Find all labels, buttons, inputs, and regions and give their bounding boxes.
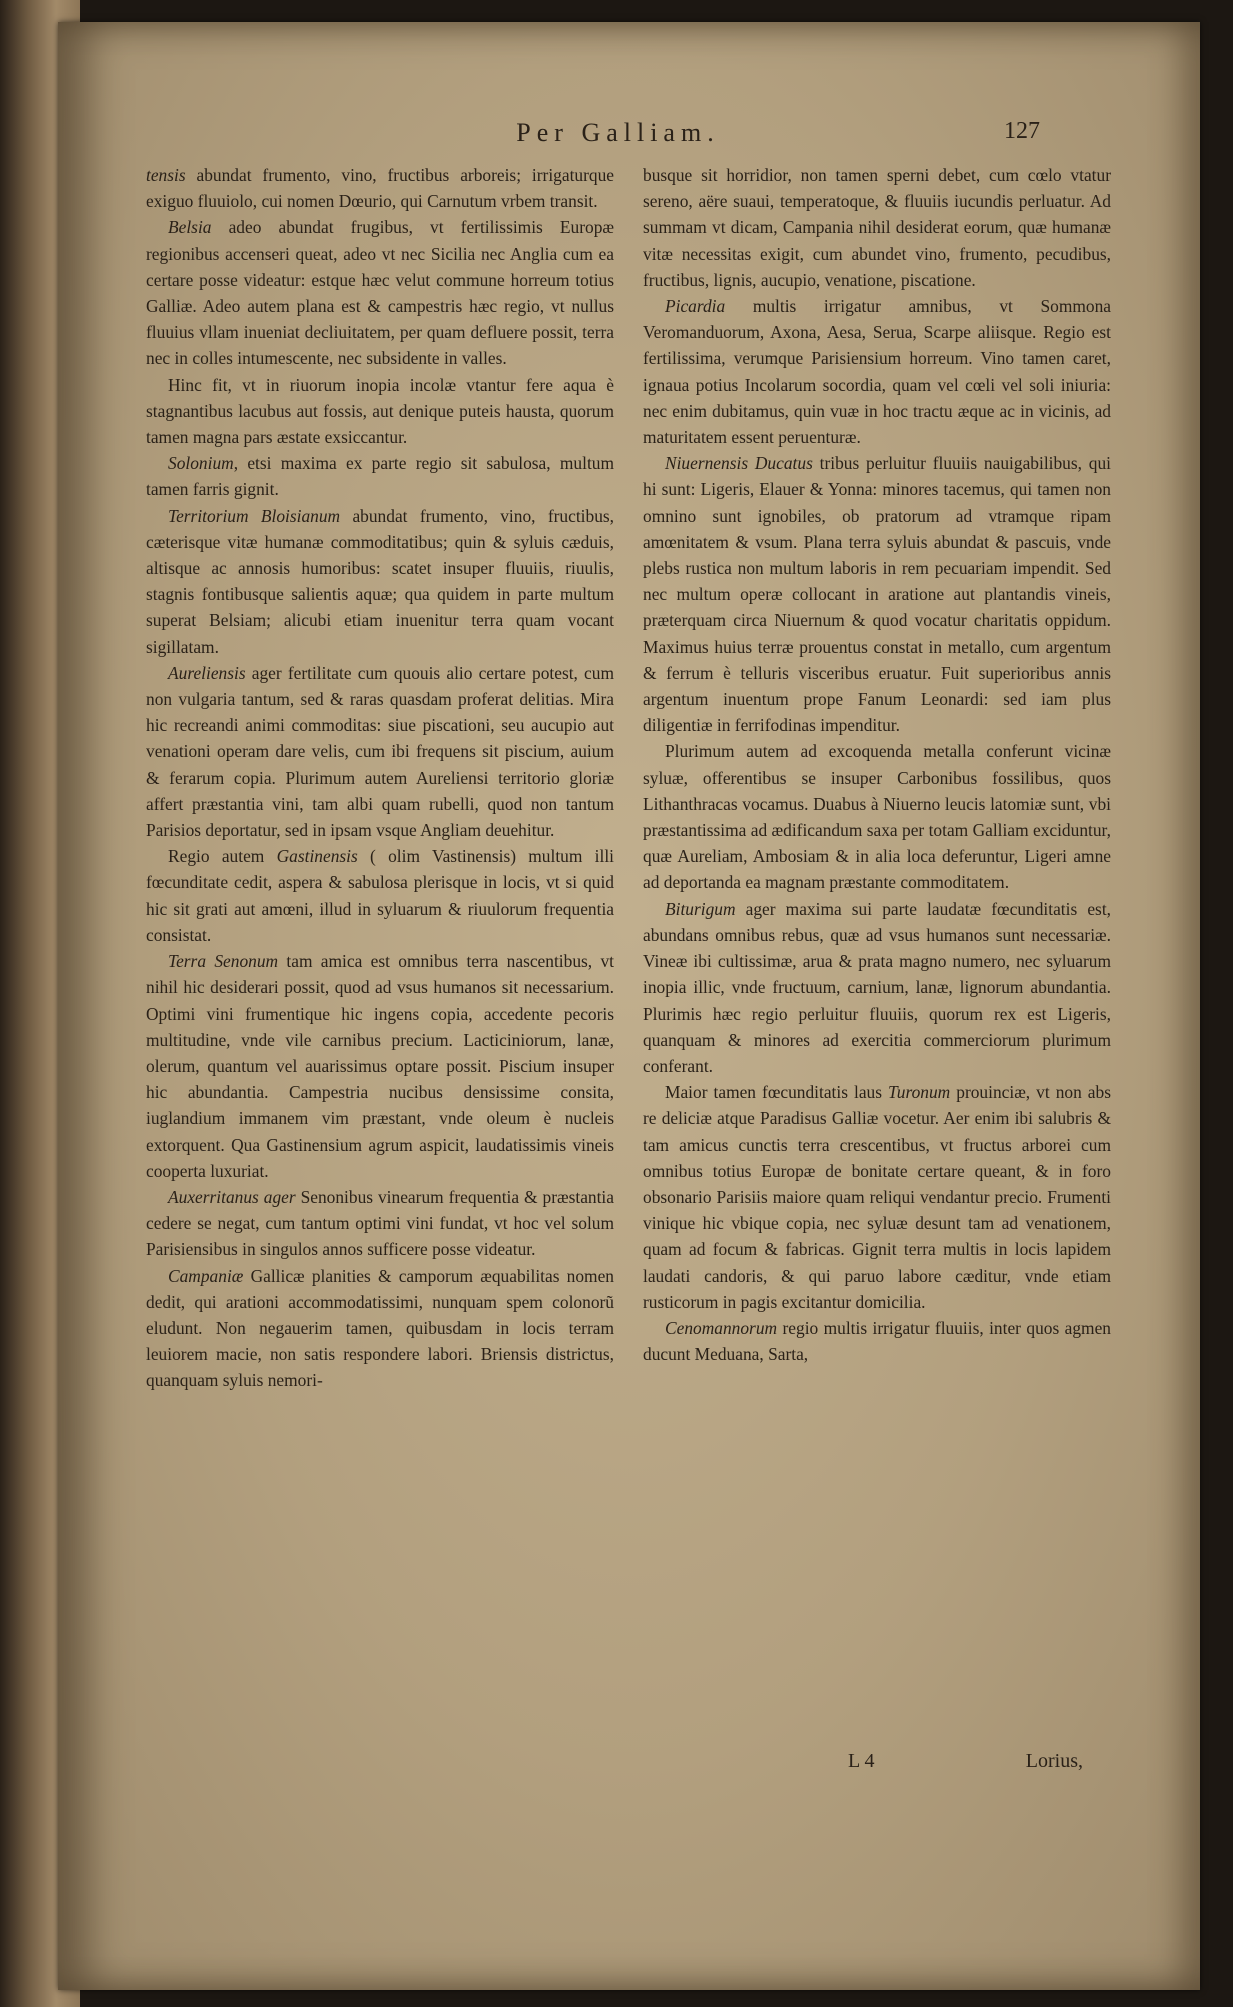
signature-mark: L 4 (848, 1750, 875, 1772)
paragraph-text: adeo abundat frugibus, vt fertilissimis Europæ regionibus accenseri queat, adeo vt nec Sicilia nec Anglia cum ea certare posse videatur: estque hæc velut commune horreum totius Galliæ. Adeo autem plana est & campestris hæc regio, vt nullus fluuius vllam inueniat decliuitatem, per quam defluere possit, terra nec in colles intumescente, nec subsidente in valles. (146, 217, 614, 369)
region-name: tensis (146, 165, 186, 185)
region-name: Biturigum (665, 898, 736, 919)
page (58, 22, 1200, 1990)
region-name: Gastinensis (276, 846, 358, 867)
paragraph-text: Plurimum autem ad excoquenda metalla conferunt vicinæ syluæ, offerentibus se insuper Carbonibus fossilibus, quos Lithanthracas vocamus. Duabus à Niuerno leucis latomiæ sunt, vbi præstantissima ad ædificandum saxa per totam Galliam exciduntur, quæ Aureliam, Ambosiam & in alia loca deferuntur, Ligeri amne ad deportanda ea magnam præstante commoditatem. (643, 741, 1111, 893)
paragraph (643, 450, 1111, 738)
region-name: Solonium (168, 453, 234, 474)
paragraph-text: Hinc fit, vt in riuorum inopia incolæ vtantur fere aqua è stagnantibus lacubus aut fossis, aut denique puteis hausta, quorum tamen magna pars æstate exsiccantur. (146, 374, 614, 448)
region-name: Campaniæ (168, 1265, 244, 1286)
paragraph-text: regio multis irrigatur fluuiis, inter quos agmen ducunt Meduana, Sarta, (643, 1317, 1111, 1365)
paragraph-text: Gallicæ planities & camporum æquabilitas nomen dedit, qui arationi accommodatissimi, nunquam spem colonorũ eludunt. Non negauerim tamen, quibusdam in locis terram leuiorem macie, non satis respondere labori. Briensis districtus, quanquam syluis nemori- (146, 1265, 614, 1391)
paragraph (146, 372, 614, 451)
paragraph-text: ( olim Vastinensis) multum illi fœcunditate cedit, aspera & sabulosa plerisque in locis, vt si quid hic sit grati aut amœni, illud in syluarum & riuulorum frequentia consistat. (146, 846, 614, 945)
region-name: Cenomannorum (665, 1317, 778, 1338)
paragraph-text: tam amica est omnibus terra nascentibus, vt nihil hic desiderari possit, quod ad vsus humanos sit necessarium. Optimi vini frumentique hic ingens copia, accedente pecoris multitudine, vnde vile carnibus precium. Lacticiniorum, lanæ, olerum, quantum vel auarissimus optare possit. Piscium insuper hic abundantia. Campestria nucibus densissime consita, iuglandium immanem vim præstant, vnde oleum è nucleis extorquent. Qua Gastinensium agrum aspicit, laudatissimis vineis cooperta luxuriat. (146, 951, 614, 1181)
region-name: Niuernensis Ducatus (665, 453, 813, 474)
paragraph-text: tribus perluitur fluuiis nauigabilibus, qui hi sunt: Ligeris, Elauer & Yonna: minores tacemus, qui tamen non omnino sunt ignobiles, ob pratorum ad vtramque ripam amœnitatem & vsum. Plana terra syluis abundat & pascuis, vnde plebs rustica non multum laboris in rem pecuariam impendit. Sed nec multum operæ collocant in aratione aut plantandis vineis, præterquam circa Niuernum & quod vocatur charitatis oppidum. Maximus huius terræ prouentus constat in metallo, cum argentum & ferrum è telluris visceribus eruatur. Fuit superioribus annis argentum inuentum prope Fanum Leonardi: sed iam plus diligentiæ in ferrifodinas impenditur. (643, 453, 1111, 736)
paragraph (146, 660, 614, 843)
paragraph (643, 896, 1111, 1079)
paragraph (146, 1263, 614, 1394)
region-name: Aureliensis (168, 662, 246, 683)
region-name: Picardia (665, 296, 726, 317)
paragraph (146, 450, 614, 502)
paragraph-text: ager maxima sui parte laudatæ fœcunditatis est, abundans omnibus rebus, quæ ad vsus humanos sunt necessariæ. Vineæ ibi cultissimæ, arua & prata magno numero, nec syluarum inopia illic, vnde fructuum, carnium, lanæ, lignorum abundantia. Plurimis hæc regio perluitur fluuiis, quorum rex est Ligeris, quanquam & minores ad exercitia commerciorum plurimum conferant. (643, 898, 1111, 1076)
region-name: Auxerritanus ager (168, 1186, 296, 1207)
paragraph (146, 843, 614, 948)
paragraph-text: prouinciæ, vt non abs re deliciæ atque Paradisus Galliæ vocetur. Aer enim ibi salubris & tam amicus cunctis terra crescentibus, vt fructus arborei cum omnibus totius Europæ de bonitate certare queant, & in foro obsonario Parisiis maiore quam reliqui vendantur precio. Frumenti vinique hic vbique copia, nec syluæ desunt tam ad venationem, quam ad focum & fabricas. Gignit terra multis in locis lapidem laudati candoris, & qui paruo labore cæditur, vnde etiam rusticorum in pagis excitantur domicilia. (643, 1082, 1111, 1312)
paragraph (146, 948, 614, 1184)
paragraph-text: Maior tamen fœcunditatis laus (665, 1082, 889, 1103)
paragraph (643, 162, 1111, 293)
paragraph-text: busque sit horridior, non tamen sperni debet, cum cœlo vtatur sereno, aëre suaui, temperatoque, & fluuiis iucundis perluatur. Ad summam vt dicam, Campania nihil desiderat eorum, quæ humanæ vitæ necessitas exigit, cum abundet vino, frumento, pecudibus, fructibus, lignis, aucupio, venatione, piscatione. (643, 165, 1111, 290)
region-name: Terra Senonum (168, 951, 279, 972)
paragraph (146, 214, 614, 371)
paragraph-text: Senonibus vinearum frequentia & præstantia cedere se negat, cum tantum optimi vini fundat, vt hoc vel solum Parisiensibus in singulos annos sufficere posse videatur. (146, 1186, 614, 1260)
paragraph-text: abundat frumento, vino, fructibus arboreis; irrigaturque exiguo fluuiolo, cui nomen Dœurio, qui Carnutum vrbem transit. (146, 165, 614, 212)
paragraph (146, 162, 614, 214)
right-column (643, 162, 1111, 1367)
paragraph (643, 738, 1111, 895)
region-name: Belsia (168, 217, 212, 238)
paragraph-text: abundat frumento, vino, fructibus, cæterisque vitæ humanæ commoditatibus; quin & syluis cæduis, altisque ac annosis humoribus: scatet insuper fluuiis, riuulis, stagnis fontibusque salientis aquæ; qua quidem in parte multum superat Belsiam; alicubi etiam inuenitur terra quam vocant sigillatam. (146, 505, 615, 657)
paragraph (146, 1184, 614, 1263)
running-head: Per Galliam. (516, 118, 720, 147)
paragraph-text: multis irrigatur amnibus, vt Sommona Veromanduorum, Axona, Aesa, Serua, Scarpe aliisque. Regio est fertilissima, verumque Parisiensium horreum. Vino tamen caret, ignaua potius Incolarum socordia, quam vel cœli vel soli iniuria: nec enim dubitamus, quin vuæ in hoc tractu æque ac in vicinis, ad maturitatem essent peruenturæ. (643, 296, 1111, 448)
paragraph (643, 1315, 1111, 1367)
paragraph-text: , etsi maxima ex parte regio sit sabulosa, multum tamen farris gignit. (146, 453, 614, 500)
paragraph (643, 1079, 1111, 1315)
folio-number: 127 (1004, 118, 1040, 144)
paragraph-text: Regio autem (168, 846, 277, 867)
paragraph (643, 293, 1111, 450)
catchword: Lorius, (1025, 1750, 1083, 1772)
paragraph-text: ager fertilitate cum quouis alio certare potest, cum non vulgaria tantum, sed & raras quasdam proferat delitias. Mira hic recreandi animi commoditas: siue piscationi, seu aucupio aut venationi operam dare velis, cum ibi frequens sit piscium, auium & ferarum copia. Plurimum autem Aureliensi territorio gloriæ affert præstantia vini, tam albi quam rubelli, quod non tantum Parisios deportatur, sed in ipsam vsque Angliam deuehitur. (146, 662, 614, 841)
left-column (146, 162, 614, 1394)
region-name: Turonum (888, 1082, 951, 1103)
region-name: Territorium Bloisianum (168, 505, 341, 526)
paragraph (146, 503, 614, 660)
